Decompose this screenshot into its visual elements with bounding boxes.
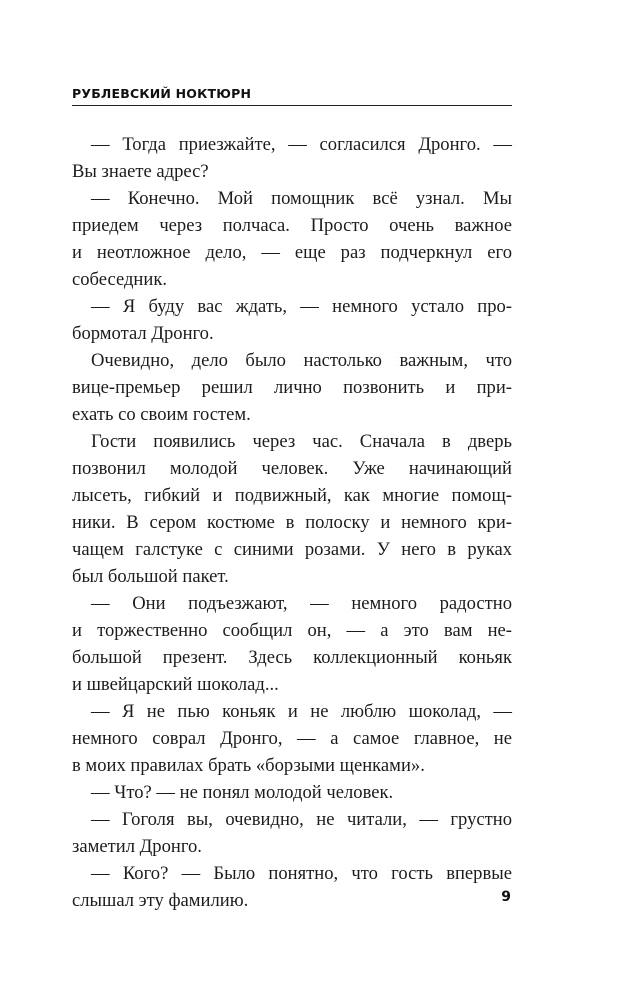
- text-line: и торжественно сообщил он, — а это вам не-: [72, 620, 512, 641]
- text-line: — Я не пью коньяк и не люблю шоколад, —: [91, 701, 512, 722]
- text-line: и неотложное дело, — еще раз подчеркнул его: [72, 242, 512, 263]
- text-line: Очевидно, дело было настолько важным, что: [91, 350, 512, 371]
- running-head: РУБЛЕВСКИЙ НОКТЮРН: [72, 86, 252, 101]
- text-line: ехать со своим гостем.: [72, 404, 251, 425]
- text-line: собеседник.: [72, 269, 168, 290]
- text-line: большой презент. Здесь коллекционный коньяк: [72, 647, 512, 668]
- text-line: слышал эту фамилию.: [72, 890, 249, 911]
- text-line: лысеть, гибкий и подвижный, как многие помощ-: [72, 485, 512, 506]
- header-rule: [72, 105, 512, 106]
- text-line: — Я буду вас ждать, — немного устало про-: [91, 296, 512, 317]
- page-number: 9: [501, 889, 511, 905]
- text-line: ники. В сером костюме в полоску и немного кри-: [72, 512, 512, 533]
- text-line: был большой пакет.: [72, 566, 229, 587]
- text-line: чащем галстуке с синими розами. У него в руках: [72, 539, 512, 560]
- text-line: — Конечно. Мой помощник всё узнал. Мы: [91, 188, 512, 209]
- text-line: в моих правилах брать «борзыми щенками».: [72, 755, 425, 776]
- text-line: — Они подъезжают, — немного радостно: [91, 593, 512, 614]
- text-line: Вы знаете адрес?: [72, 161, 209, 182]
- text-line: — Тогда приезжайте, — согласился Дронго. —: [91, 134, 512, 155]
- body-text: [72, 131, 512, 914]
- text-line: Гости появились через час. Сначала в дверь: [91, 431, 512, 452]
- text-line: позвонил молодой человек. Уже начинающий: [72, 458, 512, 479]
- text-line: — Что? — не понял молодой человек.: [91, 782, 394, 803]
- text-line: приедем через полчаса. Просто очень важное: [72, 215, 512, 236]
- text-line: — Гоголя вы, очевидно, не читали, — грустно: [91, 809, 512, 830]
- text-line: вице-премьер решил лично позвонить и при-: [72, 377, 512, 398]
- text-line: и швейцарский шоколад...: [72, 674, 279, 695]
- text-line: — Кого? — Было понятно, что гость впервые: [91, 863, 512, 884]
- text-line: немного соврал Дронго, — а самое главное, не: [72, 728, 512, 749]
- text-line: заметил Дронго.: [72, 836, 202, 857]
- text-line: бормотал Дронго.: [72, 323, 214, 344]
